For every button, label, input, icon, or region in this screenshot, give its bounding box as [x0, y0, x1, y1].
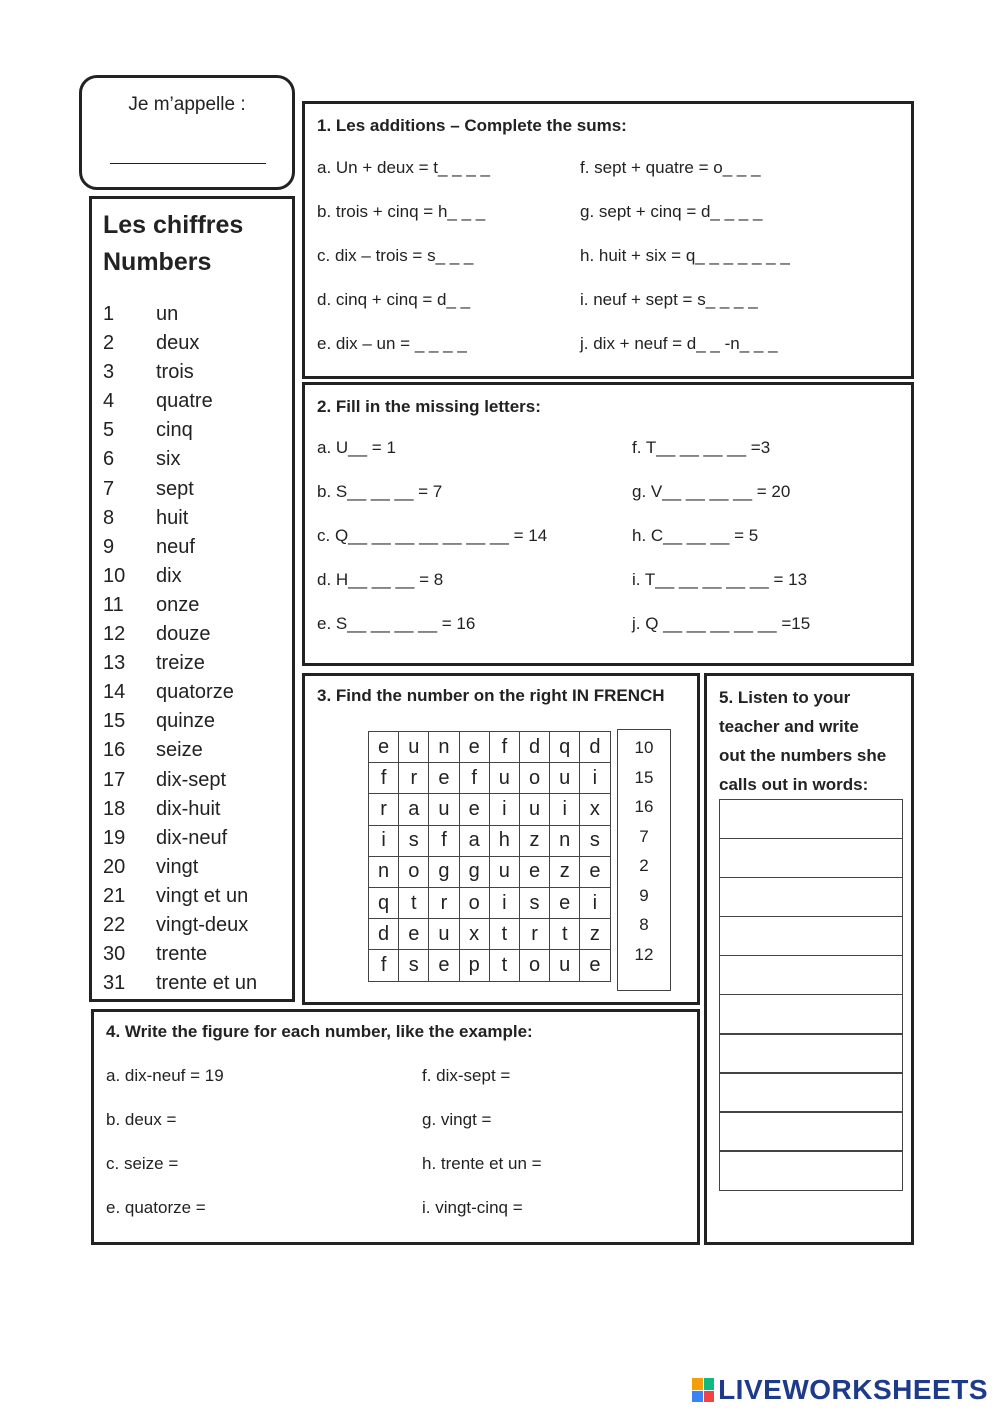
word-search-cell[interactable]: t: [489, 919, 519, 950]
section-word-search-heading: 3. Find the number on the right IN FRENCH: [317, 686, 665, 705]
number-row: [103, 563, 293, 592]
answer-line[interactable]: [719, 955, 903, 996]
word-search-cell[interactable]: u: [550, 950, 580, 981]
word-search-cell[interactable]: d: [580, 732, 610, 763]
number-row: [103, 854, 293, 883]
section-missing-letters: [302, 382, 914, 666]
answer-line[interactable]: [719, 994, 903, 1035]
number-digit: 4: [103, 390, 115, 413]
name-input-line[interactable]: [110, 163, 266, 164]
word-search-cell[interactable]: e: [550, 887, 580, 918]
exercise-item[interactable]: e. S__ __ __ __ = 16: [317, 614, 476, 633]
number-row: [103, 330, 293, 359]
word-search-cell[interactable]: u: [489, 856, 519, 887]
exercise-item[interactable]: i. neuf + sept = s_ _ _ _: [580, 290, 758, 309]
exercise-item[interactable]: b. deux =: [106, 1110, 177, 1129]
word-search-clue: 7: [639, 826, 649, 846]
word-search-cell[interactable]: s: [580, 825, 610, 856]
word-search-cell[interactable]: x: [580, 794, 610, 825]
number-digit: 5: [103, 419, 115, 442]
word-search-row: [369, 856, 611, 887]
word-search-cell[interactable]: u: [489, 763, 519, 794]
exercise-item[interactable]: a. Un + deux = t_ _ _ _: [317, 158, 490, 177]
exercise-item[interactable]: c. seize =: [106, 1154, 179, 1173]
exercise-item[interactable]: d. cinq + cinq = d_ _: [317, 290, 471, 309]
word-search-cell[interactable]: r: [429, 887, 459, 918]
section-listen: [704, 673, 914, 1245]
exercise-item[interactable]: f. sept + quatre = o_ _ _: [580, 158, 761, 177]
word-search-cell[interactable]: z: [519, 825, 549, 856]
brand-text: LIVEWORKSHEETS: [718, 1374, 988, 1405]
number-digit: 22: [103, 913, 126, 936]
word-search-clue: 8: [639, 915, 649, 934]
word-search-cell[interactable]: n: [369, 856, 399, 887]
word-search-cell[interactable]: d: [369, 919, 399, 950]
word-search-clue: 10: [634, 738, 654, 757]
section-listen-heading: [719, 683, 886, 799]
number-digit: 6: [103, 448, 115, 471]
number-row: [103, 301, 293, 330]
section-additions: [302, 101, 914, 379]
numbers-reference-box: [89, 196, 295, 1002]
number-digit: 19: [103, 826, 126, 849]
word-search-cell[interactable]: e: [399, 919, 429, 950]
logo-tile: [704, 1378, 715, 1390]
number-row: [103, 708, 293, 737]
word-search-cell[interactable]: h: [489, 825, 519, 856]
number-digit: 12: [103, 623, 126, 646]
exercise-item[interactable]: f. dix-sept =: [422, 1066, 511, 1085]
word-search-clue: 2: [639, 856, 649, 875]
number-digit: 9: [103, 535, 115, 558]
word-search-cell[interactable]: q: [550, 732, 580, 763]
word-search-cell[interactable]: e: [429, 950, 459, 981]
number-digit: 7: [103, 477, 115, 500]
number-word: huit: [156, 506, 189, 529]
section-write-figure-heading: 4. Write the figure for each number, like the example:: [106, 1022, 533, 1041]
word-search-cell[interactable]: f: [429, 825, 459, 856]
word-search-cell[interactable]: f: [489, 732, 519, 763]
word-search-cell[interactable]: t: [489, 950, 519, 981]
word-search-cell[interactable]: p: [459, 950, 489, 981]
number-digit: 31: [103, 972, 126, 995]
section-missing-letters-heading: 2. Fill in the missing letters:: [317, 397, 541, 416]
word-search-cell[interactable]: z: [550, 856, 580, 887]
number-word: douze: [156, 623, 211, 646]
number-word: trois: [156, 361, 194, 384]
number-digit: 21: [103, 884, 126, 907]
exercise-item[interactable]: a. U__ = 1: [317, 438, 396, 457]
word-search-cell[interactable]: f: [369, 763, 399, 794]
number-digit: 1: [103, 303, 115, 325]
word-search-cell[interactable]: n: [429, 732, 459, 763]
number-word: dix-sept: [156, 768, 227, 791]
word-search-row: [369, 732, 611, 763]
word-search-cell[interactable]: i: [489, 887, 519, 918]
exercise-item[interactable]: a. dix-neuf = 19: [106, 1066, 224, 1085]
word-search-grid[interactable]: [368, 731, 611, 982]
number-digit: 30: [103, 943, 126, 966]
answer-line[interactable]: [719, 1033, 903, 1074]
number-digit: 13: [103, 652, 126, 675]
section-write-figure: [91, 1009, 700, 1245]
number-row: [103, 883, 293, 912]
section-listen-heading-line: out the numbers she: [719, 746, 887, 765]
word-search-cell[interactable]: u: [399, 732, 429, 763]
word-search-cell[interactable]: i: [550, 794, 580, 825]
number-word: dix-neuf: [156, 826, 228, 849]
logo-tile: [692, 1391, 703, 1403]
word-search-cell[interactable]: u: [519, 794, 549, 825]
word-search-cell[interactable]: e: [519, 856, 549, 887]
exercise-item[interactable]: g. sept + cinq = d_ _ _ _: [580, 202, 763, 221]
number-word: quinze: [156, 710, 215, 733]
word-search-cell[interactable]: i: [580, 887, 610, 918]
word-search-cell[interactable]: a: [459, 825, 489, 856]
word-search-cell[interactable]: r: [519, 919, 549, 950]
number-row: [103, 621, 293, 650]
exercise-item[interactable]: c. dix – trois = s_ _ _: [317, 246, 474, 265]
logo-tile: [692, 1378, 703, 1390]
word-search-row: [369, 919, 611, 950]
word-search-cell[interactable]: t: [550, 919, 580, 950]
word-search-cell[interactable]: o: [519, 763, 549, 794]
answer-line[interactable]: [719, 1150, 903, 1191]
word-search-cell[interactable]: o: [519, 950, 549, 981]
section-additions-heading: 1. Les additions – Complete the sums:: [317, 116, 627, 135]
answer-line[interactable]: [719, 877, 903, 918]
section-listen-heading-line: 5. Listen to your: [719, 688, 851, 707]
number-digit: 16: [103, 739, 126, 762]
word-search-cell[interactable]: e: [459, 794, 489, 825]
answer-line[interactable]: [719, 916, 903, 957]
number-digit: 3: [103, 361, 115, 384]
word-search-clue: 16: [634, 797, 654, 816]
name-label: Je m’appelle :: [128, 94, 246, 115]
answer-line[interactable]: [719, 799, 903, 840]
section-word-search: [302, 673, 700, 1005]
number-row: [103, 941, 293, 970]
word-search-cell[interactable]: o: [459, 887, 489, 918]
word-search-cell[interactable]: s: [399, 825, 429, 856]
number-row: [103, 796, 293, 825]
word-search-cell[interactable]: o: [399, 856, 429, 887]
word-search-clue: 12: [634, 944, 654, 964]
word-search-clue: 9: [639, 885, 649, 905]
word-search-cell[interactable]: q: [369, 887, 399, 918]
word-search-clue: 15: [634, 767, 654, 787]
word-search-cell[interactable]: n: [550, 825, 580, 856]
number-row: [103, 417, 293, 446]
number-digit: 8: [103, 506, 115, 529]
exercise-item[interactable]: c. Q__ __ __ __ __ __ __ = 14: [317, 526, 548, 545]
word-search-cell[interactable]: u: [429, 794, 459, 825]
word-search-cell[interactable]: f: [369, 950, 399, 981]
exercise-item[interactable]: j. dix + neuf = d_ _ -n_ _ _: [580, 334, 778, 353]
number-word: sept: [156, 477, 194, 500]
exercise-item[interactable]: h. huit + six = q_ _ _ _ _ _ _: [580, 246, 790, 265]
section-listen-heading-line: calls out in words:: [719, 775, 869, 794]
number-word: onze: [156, 593, 200, 616]
word-search-cell[interactable]: i: [580, 763, 610, 794]
exercise-item[interactable]: i. vingt-cinq =: [422, 1198, 523, 1217]
number-row: [103, 679, 293, 708]
answer-line[interactable]: [719, 1072, 903, 1113]
word-search-cell[interactable]: e: [429, 763, 459, 794]
word-search-cell[interactable]: e: [580, 950, 610, 981]
word-search-cell[interactable]: r: [369, 794, 399, 825]
number-word: deux: [156, 332, 200, 355]
exercise-item[interactable]: e. dix – un = _ _ _ _: [317, 334, 467, 353]
number-digit: 17: [103, 768, 126, 791]
exercise-item[interactable]: f. T__ __ __ __ =3: [632, 438, 771, 457]
number-word: seize: [156, 739, 203, 762]
word-search-cell[interactable]: i: [489, 794, 519, 825]
numbers-list: [103, 301, 293, 999]
number-word: vingt: [156, 855, 199, 878]
word-search-cell[interactable]: a: [399, 794, 429, 825]
exercise-item[interactable]: h. C__ __ __ = 5: [632, 526, 759, 545]
number-digit: 10: [103, 564, 126, 587]
number-row: [103, 446, 293, 475]
number-digit: 15: [103, 710, 126, 733]
number-row: [103, 592, 293, 621]
word-search-cell[interactable]: u: [429, 919, 459, 950]
number-word: un: [156, 303, 179, 325]
number-word: dix: [156, 564, 182, 587]
numbers-title: [103, 207, 243, 281]
number-row: [103, 970, 293, 999]
number-row: [103, 505, 293, 534]
exercise-item[interactable]: g. vingt =: [422, 1110, 492, 1129]
number-row: [103, 388, 293, 417]
word-search-cell[interactable]: s: [399, 950, 429, 981]
number-row: [103, 912, 293, 941]
word-search-cell[interactable]: x: [459, 919, 489, 950]
number-digit: 14: [103, 681, 126, 704]
word-search-clues: [617, 729, 671, 991]
word-search-cell[interactable]: g: [429, 856, 459, 887]
number-word: dix-huit: [156, 797, 221, 820]
number-row: [103, 650, 293, 679]
word-search-row: [369, 763, 611, 794]
number-row: [103, 767, 293, 796]
exercise-item[interactable]: g. V__ __ __ __ = 20: [632, 482, 791, 501]
number-digit: 2: [103, 332, 115, 355]
word-search-row: [369, 950, 611, 981]
word-search-cell[interactable]: e: [369, 732, 399, 763]
word-search-cell[interactable]: u: [550, 763, 580, 794]
word-search-cell[interactable]: s: [519, 887, 549, 918]
number-word: cinq: [156, 419, 193, 442]
number-row: [103, 737, 293, 766]
exercise-item[interactable]: d. H__ __ __ = 8: [317, 570, 444, 589]
answer-lines: [719, 800, 903, 1191]
word-search-cell[interactable]: z: [580, 919, 610, 950]
exercise-item[interactable]: e. quatorze =: [106, 1198, 206, 1217]
word-search-cell[interactable]: e: [580, 856, 610, 887]
number-word: trente: [156, 943, 208, 966]
word-search-cell[interactable]: d: [519, 732, 549, 763]
number-row: [103, 476, 293, 505]
word-search-row: [369, 794, 611, 825]
number-word: vingt-deux: [156, 913, 249, 936]
answer-line[interactable]: [719, 838, 903, 879]
word-search-cell[interactable]: f: [459, 763, 489, 794]
number-word: quatorze: [156, 681, 234, 704]
number-row: [103, 359, 293, 388]
word-search-row: [369, 825, 611, 856]
logo-tile: [704, 1391, 715, 1403]
numbers-title-french: Les chiffres: [103, 211, 244, 239]
number-word: trente et un: [156, 972, 258, 995]
name-box: [79, 75, 295, 190]
number-word: treize: [156, 652, 205, 675]
number-digit: 11: [103, 593, 124, 616]
exercise-item[interactable]: b. trois + cinq = h_ _ _: [317, 202, 486, 221]
liveworksheets-logo: [692, 1374, 988, 1406]
numbers-title-english: Numbers: [103, 248, 212, 276]
exercise-item[interactable]: j. Q __ __ __ __ __ =15: [632, 614, 811, 633]
word-search-cell[interactable]: r: [399, 763, 429, 794]
exercise-item[interactable]: b. S__ __ __ = 7: [317, 482, 443, 501]
word-search-cell[interactable]: e: [459, 732, 489, 763]
word-search-cell[interactable]: g: [459, 856, 489, 887]
answer-line[interactable]: [719, 1111, 903, 1152]
word-search-row: [369, 887, 611, 918]
number-row: [103, 825, 293, 854]
exercise-item[interactable]: i. T__ __ __ __ __ = 13: [632, 570, 808, 589]
number-digit: 20: [103, 855, 126, 878]
number-digit: 18: [103, 797, 126, 820]
number-word: vingt et un: [156, 884, 249, 907]
number-word: quatre: [156, 390, 213, 413]
word-search-cell[interactable]: i: [369, 825, 399, 856]
number-word: neuf: [156, 535, 195, 558]
exercise-item[interactable]: h. trente et un =: [422, 1154, 542, 1173]
number-word: six: [156, 448, 181, 471]
number-row: [103, 534, 293, 563]
section-listen-heading-line: teacher and write: [719, 717, 859, 736]
word-search-cell[interactable]: t: [399, 887, 429, 918]
logo-mark-icon: [692, 1378, 714, 1402]
